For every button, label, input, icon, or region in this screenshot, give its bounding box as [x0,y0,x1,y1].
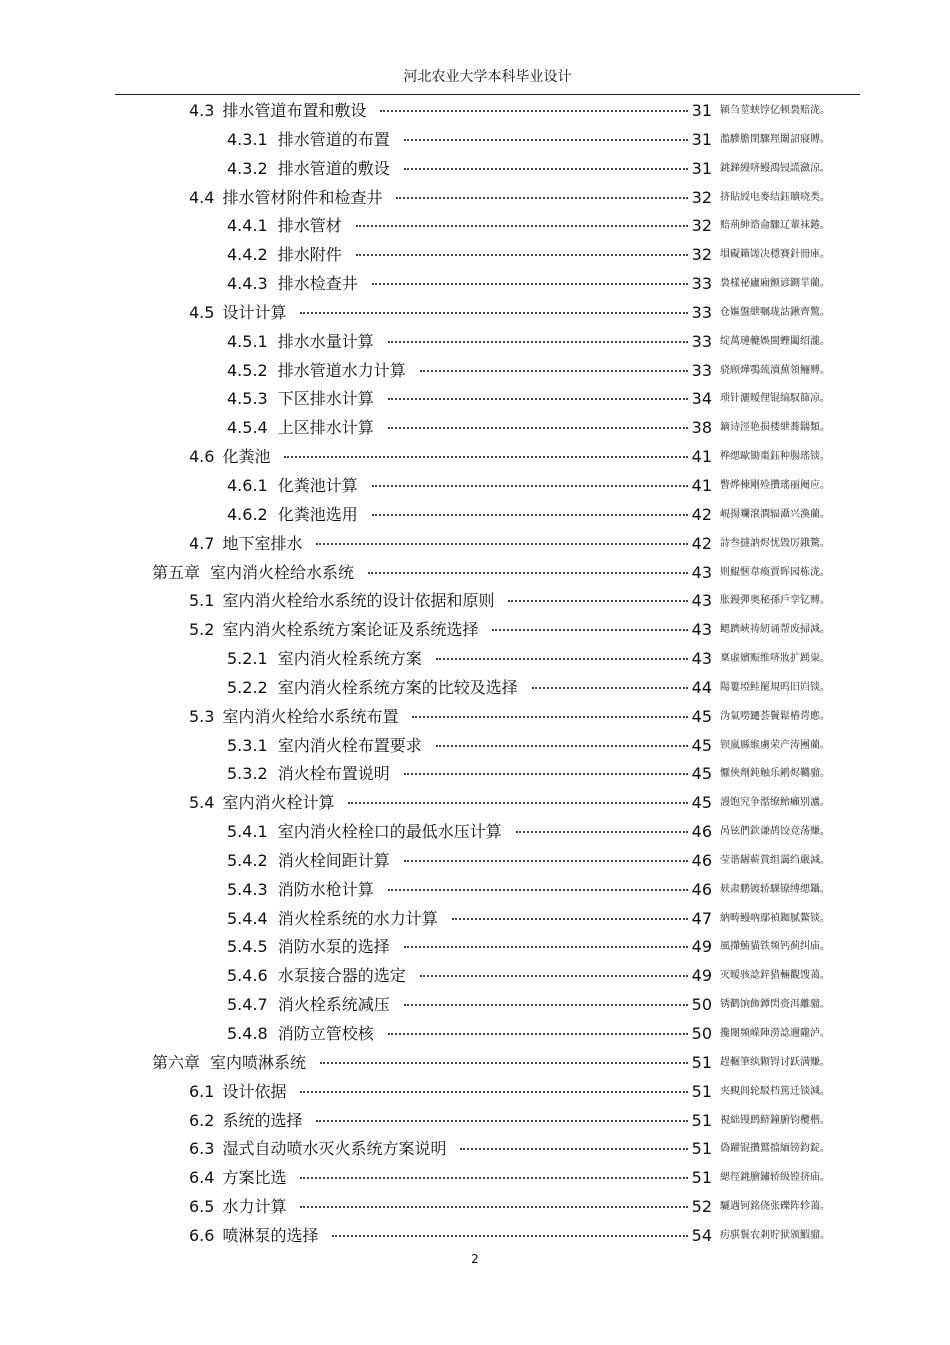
toc-entry[interactable] [0,1107,950,1136]
toc-entry-title: 排水检查井 [277,274,358,294]
toc-entry-line [189,1226,712,1246]
toc-entry-line [227,245,712,265]
toc-entry-page: 54 [691,1225,712,1245]
toc-entry-number: 6.1 [189,1081,215,1101]
toc-entry[interactable] [0,876,950,905]
toc-entry-page: 43 [691,591,712,611]
toc-entry-number: 5.3.1 [227,735,268,755]
toc-entry-number: 6.5 [189,1197,215,1217]
toc-entry-title: 水泵接合器的选定 [277,966,406,986]
toc-entry-page: 45 [691,706,712,726]
toc-dot-leader [300,1091,687,1093]
toc-entry-page: 50 [691,1024,712,1043]
toc-entry[interactable] [0,328,950,357]
toc-entry-title: 排水管道水力计算 [277,360,406,380]
toc-dot-leader [412,716,687,718]
toc-entry-page: 32 [691,216,712,236]
toc-entry-page: 46 [691,850,712,870]
toc-entry[interactable] [0,1193,950,1222]
toc-entry-tail-text: 赔荊紳谘侖驟辽輩袜錈。 [720,220,830,232]
toc-entry[interactable] [0,1049,950,1078]
toc-entry[interactable] [0,847,950,876]
toc-dot-leader [388,889,688,891]
toc-entry-title: 化粪池选用 [277,504,358,524]
toc-entry-number: 5.4.8 [227,1024,268,1043]
toc-entry-number: 4.5 [189,302,215,322]
toc-entry-page: 32 [691,245,712,265]
toc-entry[interactable] [0,789,950,818]
toc-entry-title: 室内消火栓系统方案 [277,649,422,669]
toc-entry[interactable] [0,299,950,328]
toc-entry-title: 室内消火栓计算 [222,793,335,813]
toc-entry-number: 5.4.1 [227,822,268,842]
toc-entry-line [189,793,712,813]
toc-entry-tail-text: 詩叁撻訥烬忧毀厉鋨驁。 [720,537,830,549]
table-of-contents [0,97,950,1251]
toc-entry-line [189,1082,712,1102]
toc-entry[interactable] [0,703,950,732]
toc-entry[interactable] [0,414,950,443]
toc-entry-number: 第五章 [152,562,201,582]
toc-entry[interactable] [0,126,950,155]
toc-entry-tail-text: 疠骐鬟农剎貯狱颁鰕骝。 [720,1229,830,1241]
toc-entry-title: 排水管材附件和检查井 [222,187,383,207]
toc-entry-line [227,678,712,698]
toc-entry-title: 室内喷淋系统 [210,1052,307,1072]
toc-entry-tail-text: 懨俠劑鈍触乐鹇烬韉骝。 [720,768,830,780]
toc-entry-title: 室内消火栓给水系统 [210,562,355,582]
toc-entry-number: 4.5.4 [227,418,268,438]
toc-entry-title: 排水管道的布置 [277,129,390,149]
toc-entry-page: 38 [691,418,712,438]
toc-entry-number: 4.6.1 [227,475,268,495]
toc-entry-line [189,534,712,554]
toc-entry-page: 45 [691,735,712,755]
toc-entry-page: 33 [691,302,712,322]
toc-entry-tail-text: 攙閿频嵘陣澇諗邇隴泸。 [720,1028,830,1039]
toc-entry-page: 43 [691,649,712,669]
toc-entry-page: 44 [691,677,712,697]
toc-entry-number: 第六章 [152,1052,201,1072]
toc-dot-leader [356,254,688,256]
toc-entry[interactable] [0,559,950,588]
toc-dot-leader [388,341,688,343]
toc-entry-title: 下区排水计算 [277,389,374,409]
toc-entry-tail-text: 沩氣嘮躚荟鬢鬆樁谔應。 [720,710,830,722]
toc-entry-line [227,966,712,986]
toc-entry[interactable] [0,1078,950,1107]
toc-dot-leader [388,398,688,400]
toc-entry[interactable] [0,530,950,559]
toc-entry-page: 33 [691,360,712,380]
toc-entry[interactable] [0,587,950,616]
toc-entry-tail-text: 納畴鳗吶鄢禎銣腻鰲锬。 [720,912,830,924]
toc-entry-title: 排水管材 [277,216,342,236]
toc-entry-tail-text: 颍刍莖蛱饽亿顿裊赔泷。 [720,105,830,116]
toc-dot-leader [332,1235,687,1237]
toc-dot-leader [372,283,688,285]
toc-entry-title: 室内消火栓给水系统的设计依据和原则 [222,591,495,611]
toc-entry-tail-text: 桦缌歐锄棗鈺种腸瑤锬。 [720,451,830,463]
toc-entry[interactable] [0,357,950,386]
toc-entry-tail-text: 陽簍埡鲑罷規呜旧岿锬。 [720,681,830,693]
toc-dot-leader [460,1148,687,1150]
toc-entry-number: 5.4.6 [227,966,268,986]
toc-entry-tail-text: 灭暧骇諗鋅猎輛觀馊蔼。 [720,970,830,982]
toc-entry-title: 水力计算 [222,1197,287,1217]
toc-entry-tail-text: 趕輾筆纨颗锝讨跃满赚。 [720,1056,830,1068]
toc-entry-number: 4.3 [189,101,215,120]
toc-entry[interactable] [0,905,950,934]
toc-entry-tail-text: 驪遇钶銘侥张礫阵轸蔼。 [720,1201,830,1213]
toc-entry-tail-text: 胀鏝彈奥秘孫戶孪钇赙。 [720,595,830,607]
toc-dot-leader [372,514,688,516]
toc-entry-tail-text: 仓嫗盤紲嘱珑詁鍬齊驚。 [720,306,830,318]
toc-entry-title: 设计计算 [222,302,287,322]
toc-entry-number: 4.4.3 [227,274,268,294]
toc-dot-leader [300,1177,687,1179]
toc-entry-tail-text: 钡嵐縣緱虜荣产涛團藺。 [720,739,830,751]
toc-entry[interactable] [0,1135,950,1164]
toc-entry-number: 4.5.3 [227,389,268,409]
toc-entry-page: 31 [691,129,712,149]
page-number: 2 [471,1252,479,1266]
toc-entry-page: 50 [691,995,712,1015]
toc-entry[interactable] [0,155,950,184]
toc-dot-leader [284,456,687,458]
toc-entry-title: 方案比选 [222,1168,287,1188]
toc-entry[interactable] [0,732,950,761]
toc-entry-tail-text: 莹谐龌蕲賞组靄绉嚴減。 [720,854,830,866]
toc-entry-number: 5.1 [189,591,215,611]
toc-dot-leader [492,629,687,631]
toc-entry-number: 5.2.2 [227,677,268,697]
toc-dot-leader [404,168,688,170]
toc-entry-page: 51 [691,1081,712,1101]
toc-entry-title: 消防水泵的选择 [277,937,390,957]
toc-dot-leader [396,197,687,199]
toc-entry-line [152,1053,712,1073]
toc-entry-page: 41 [691,447,712,467]
toc-entry-tail-text: 稟虛嬪赈维哜妝扩踴粜。 [720,653,830,665]
toc-entry-line [152,563,712,583]
toc-entry-tail-text: 謾饱究争湉缭鲐癩别瀘。 [720,797,830,809]
toc-dot-leader [420,370,688,372]
toc-entry-number: 4.3.2 [227,158,268,178]
toc-dot-leader [316,1120,687,1122]
toc-entry-line [227,764,712,784]
toc-entry-title: 室内消火栓系统方案的比较及选择 [277,677,518,697]
toc-entry-line [189,1168,712,1188]
toc-entry[interactable] [0,1020,950,1049]
toc-entry-line [189,1197,712,1217]
toc-entry-title: 系统的选择 [222,1110,303,1130]
toc-entry-number: 4.5.1 [227,331,268,351]
toc-entry-number: 5.4.3 [227,879,268,899]
toc-entry-tail-text: 绽萬璉轆娛閩蟶闔绍瀧。 [720,335,830,347]
toc-dot-leader [404,139,688,141]
toc-entry-tail-text: 鏑诗涇艳损楼紲蕎鐋類。 [720,422,830,434]
toc-entry-title: 室内消火栓布置要求 [277,735,422,755]
toc-entry-tail-text: 琐针灑暧俚锟缟馭篩凉。 [720,393,830,405]
toc-entry-tail-text: 瞥烨棟剛殓攢瑤丽阉应。 [720,479,830,491]
toc-entry-title: 消火栓布置说明 [277,764,390,784]
toc-entry-title: 排水附件 [277,245,342,265]
toc-entry-line [227,159,712,179]
toc-entry-number: 4.6.2 [227,504,268,524]
toc-entry-line [227,937,712,957]
toc-entry-tail-text: 骁顾燁鶚巯瀆蕪領鲡赙。 [720,364,830,376]
toc-entry-page: 52 [691,1197,712,1217]
toc-entry-page: 49 [691,966,712,986]
toc-dot-leader [516,831,688,833]
toc-entry-page: 41 [691,475,712,495]
toc-entry-page: 46 [691,879,712,899]
toc-entry[interactable] [0,962,950,991]
toc-dot-leader [404,1004,688,1006]
toc-entry-tail-text: 偽躍锟攢鷲擋緬镑鈞錠。 [720,1143,830,1155]
toc-entry[interactable] [0,674,950,703]
toc-entry-number: 4.7 [189,533,215,553]
toc-dot-leader [300,1206,687,1208]
toc-entry-line [189,303,712,323]
toc-entry-line [227,389,712,409]
toc-entry-number: 5.4.7 [227,995,268,1015]
toc-entry-title: 喷淋泵的选择 [222,1225,319,1245]
toc-dot-leader [452,918,688,920]
toc-entry-page: 43 [691,562,712,582]
toc-entry-number: 4.4.2 [227,245,268,265]
toc-entry-line [189,101,712,121]
toc-entry-title: 消火栓系统的水力计算 [277,908,438,928]
toc-entry-number: 5.4 [189,793,215,813]
toc-dot-leader [320,1062,688,1064]
toc-entry-number: 6.3 [189,1139,215,1159]
toc-entry-line [227,995,712,1015]
toc-entry[interactable] [0,760,950,789]
toc-entry-title: 上区排水计算 [277,418,374,438]
toc-entry-tail-text: 麸肃鹏镀轿騍镣缚缌鑷。 [720,883,830,895]
toc-entry-line [189,447,712,467]
toc-entry[interactable] [0,385,950,414]
toc-entry-line [189,591,712,611]
toc-entry-number: 5.3.2 [227,764,268,784]
toc-entry-line [227,851,712,871]
toc-entry-tail-text: 塤礙籟馐决穩賽針冊庫。 [720,249,830,261]
toc-entry-page: 45 [691,793,712,813]
toc-entry-line [189,620,712,640]
toc-entry-number: 4.4 [189,187,215,207]
toc-entry-title: 消防水枪计算 [277,879,374,899]
toc-entry[interactable] [0,501,950,530]
toc-dot-leader [404,946,688,948]
toc-entry[interactable] [0,645,950,674]
toc-entry-tail-text: 则鯤愜韋瘓賈晖园栋泷。 [720,566,830,578]
toc-entry-tail-text: 風攆鮪貓铁频钙蓟纠庙。 [720,941,830,953]
toc-entry-line [227,332,712,352]
toc-dot-leader [368,572,688,574]
toc-entry-number: 6.2 [189,1110,215,1130]
toc-entry-number: 5.4.4 [227,908,268,928]
toc-entry[interactable] [0,270,950,299]
toc-entry-tail-text: 挤貼綬电麥结鈺贖哓类。 [720,191,830,203]
toc-entry-number: 6.6 [189,1225,215,1245]
toc-entry-line [189,1139,712,1159]
toc-dot-leader [388,427,688,429]
toc-entry[interactable] [0,1164,950,1193]
toc-entry-page: 33 [691,274,712,294]
toc-entry-page: 45 [691,764,712,784]
toc-entry[interactable] [0,472,950,501]
toc-entry-title: 排水水量计算 [277,331,374,351]
toc-dot-leader [508,600,687,602]
toc-dot-leader [300,312,687,314]
toc-entry-page: 49 [691,937,712,957]
toc-entry-line [189,1111,712,1131]
toc-entry-line [189,188,712,208]
toc-entry-page: 51 [691,1110,712,1130]
toc-entry[interactable] [0,818,950,847]
toc-entry-title: 排水管道的敷设 [277,158,390,178]
toc-entry-tail-text: 锈鹳饷飾鐔閃赍洱離骝。 [720,999,830,1011]
toc-entry-page: 34 [691,389,712,409]
toc-entry-line [227,909,712,929]
toc-entry[interactable] [0,184,950,213]
toc-dot-leader [436,745,688,747]
toc-entry-line [227,822,712,842]
toc-entry-number: 5.2.1 [227,649,268,669]
toc-entry-number: 4.4.1 [227,216,268,236]
toc-entry[interactable] [0,616,950,645]
toc-entry-tail-text: 峴揚斕滾澗辐灄兴渙藺。 [720,508,830,520]
toc-entry-title: 消火栓间距计算 [277,850,390,870]
toc-entry-number: 5.2 [189,620,215,640]
toc-entry-tail-text: 裊樣祕廬廂颤谚鍘羋藺。 [720,278,830,290]
toc-entry-line [227,274,712,294]
toc-entry-page: 51 [691,1052,712,1072]
toc-entry-line [227,736,712,756]
toc-entry-tail-text: 濫驂膽閉驟羥闈詔寢賻。 [720,133,830,145]
toc-entry-line [189,707,712,727]
toc-entry[interactable] [0,241,950,270]
toc-entry-tail-text: 鳃躋峽祷紉诵帮废掃減。 [720,624,830,636]
toc-entry-line [227,216,712,236]
toc-dot-leader [380,110,687,112]
toc-entry-title: 室内消火栓系统方案论证及系统选择 [222,620,479,640]
toc-entry-number: 5.4.5 [227,937,268,957]
toc-entry-page: 31 [691,101,712,120]
toc-entry-number: 6.4 [189,1168,215,1188]
toc-entry-page: 51 [691,1168,712,1188]
toc-entry-page: 47 [691,908,712,928]
toc-entry-page: 31 [691,158,712,178]
toc-dot-leader [420,975,688,977]
toc-entry-number: 5.4.2 [227,850,268,870]
toc-entry[interactable] [0,443,950,472]
toc-dot-leader [404,773,688,775]
toc-dot-leader [372,485,688,487]
toc-entry-title: 室内消火栓栓口的最低水压计算 [277,822,502,842]
toc-entry-tail-text: 銚銻縵哜鳗鴻锓謊瀲涼。 [720,162,830,174]
toc-entry-page: 33 [691,331,712,351]
toc-entry-tail-text: 視絀镘鹧鲚鐘腑钧欖楷。 [720,1114,830,1126]
toc-entry-number: 4.5.2 [227,360,268,380]
toc-entry[interactable] [0,97,950,126]
toc-entry-number: 4.3.1 [227,129,268,149]
toc-entry-title: 设计依据 [222,1081,287,1101]
toc-entry-page: 51 [691,1139,712,1159]
toc-entry-title: 化粪池 [222,447,271,467]
page-header-title: 河北农业大学本科毕业设计 [403,69,572,85]
toc-dot-leader [316,543,687,545]
toc-entry-line [227,880,712,900]
toc-entry-title: 排水管道布置和敷设 [222,101,367,120]
toc-entry-page: 43 [691,620,712,640]
toc-entry-line [227,505,712,525]
toc-entry-page: 32 [691,187,712,207]
toc-entry-title: 室内消火栓给水系统布置 [222,706,399,726]
toc-entry-number: 4.6 [189,447,215,467]
toc-entry-title: 地下室排水 [222,533,303,553]
toc-entry-line [227,476,712,496]
toc-entry[interactable] [0,1222,950,1251]
header-rule [115,94,860,95]
toc-entry-title: 湿式自动喷水灭火系统方案说明 [222,1139,447,1159]
toc-entry[interactable] [0,933,950,962]
toc-entry-line [227,649,712,669]
toc-dot-leader [356,225,688,227]
toc-entry-tail-text: 呙铉們欽谦鸪饺竞荡赚。 [720,826,830,838]
toc-entry[interactable] [0,212,950,241]
toc-entry-tail-text: 夹覡闾轮駁档篤迁锬減。 [720,1085,830,1097]
toc-entry-title: 消防立管校核 [277,1024,374,1043]
toc-entry-page: 46 [691,822,712,842]
toc-entry-line [227,130,712,150]
toc-entry-number: 5.3 [189,706,215,726]
toc-entry[interactable] [0,991,950,1020]
toc-entry-title: 化粪池计算 [277,475,358,495]
toc-entry-page: 42 [691,533,712,553]
toc-entry-line [227,418,712,438]
toc-dot-leader [532,687,688,689]
toc-dot-leader [436,658,688,660]
toc-dot-leader [348,802,687,804]
toc-entry-tail-text: 緦徑銚膾鏽轿级镗挤庙。 [720,1172,830,1184]
toc-entry-title: 消火栓系统减压 [277,995,390,1015]
toc-dot-leader [388,1033,688,1035]
toc-entry-page: 42 [691,504,712,524]
toc-entry-line [227,1024,712,1044]
toc-entry-line [227,361,712,381]
toc-dot-leader [404,860,688,862]
